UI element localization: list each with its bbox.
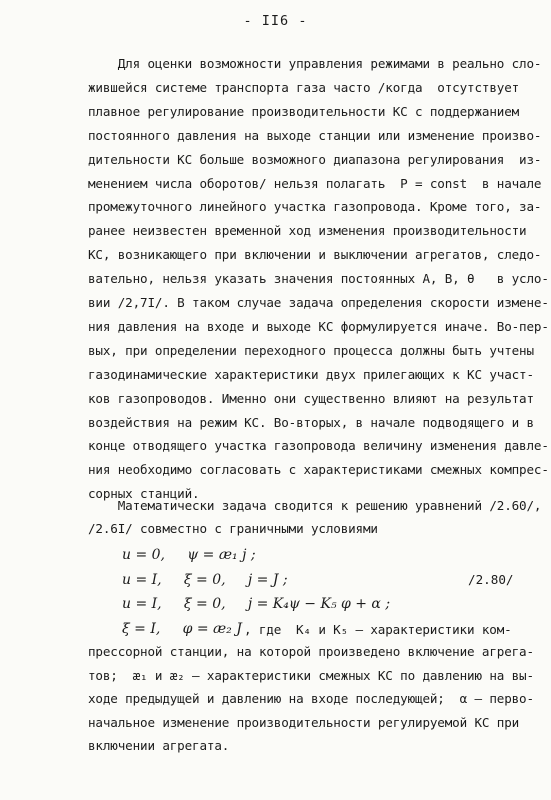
formula-4-tail: , где K₄ и K₅ – характеристики ком- <box>244 622 512 637</box>
text-line: прессорной станции, на которой произведено включение агрега- <box>88 644 534 659</box>
text-line: ков газопроводов. Именно они существенно влияют на результат <box>88 390 534 406</box>
text-line: воздействия на режим КС. Во-вторых, в начале подводящего и в <box>88 414 534 430</box>
text-line: ходе предыдущей и давлению на входе последующей; α – перво- <box>88 691 534 706</box>
text-line: вых, при определении переходного процесса должны быть учтены <box>88 342 534 358</box>
text-line: менением числа оборотов/ нельзя полагать P = const в начале <box>88 175 542 191</box>
page-number: - II6 - <box>243 13 308 29</box>
equation-number: /2.80/ <box>468 572 514 587</box>
text-line: конце отводящего участка газопровода величину изменения давле- <box>88 438 549 454</box>
text-line: начальное изменение производительности регулируемой КС при <box>88 714 520 730</box>
formula-line: ξ = I, φ = æ₂ J <box>122 620 242 637</box>
text-line: Математически задача сводится к решению уравнений /2.60/, <box>88 498 542 513</box>
text-line: вательно, нельзя указать значения постоянных А, В, θ в усло- <box>88 271 549 287</box>
text-line: дительности КС больше возможного диапазона регулирования из- <box>88 151 542 167</box>
text-line: вии /2,7I/. В таком случае задача определения скорости измене- <box>88 295 549 310</box>
text-line: сорных станций. <box>88 486 200 502</box>
text-line: тов; æ₁ и æ₂ – характеристики смежных КС по давлению на вы- <box>88 667 534 683</box>
text-line: плавное регулирование производительности КС с поддержанием <box>88 103 520 119</box>
text-line: ния давления на входе и выходе КС формулируется иначе. Во-пер- <box>88 318 549 334</box>
formula-line: u = I, ξ = 0, j = J ; <box>122 571 288 588</box>
text-line: ранее неизвестен временной ход изменения производительности <box>88 223 527 239</box>
text-line: постоянного давления на выходе станции или изменение произво- <box>88 127 542 143</box>
text-line: газодинамические характеристики двух прилегающих к КС участ- <box>88 366 534 382</box>
text-line: жившейся системе транспорта газа часто /когда отсутствует <box>88 79 520 95</box>
text-line: КС, возникающего при включении и выключении агрегатов, следо- <box>88 247 542 263</box>
text-line: включении агрегата. <box>88 738 230 753</box>
formula-line: u = I, ξ = 0, j = K₄ψ − K₅ φ + α ; <box>122 596 391 612</box>
text-line: /2.6I/ совместно с граничными условиями <box>88 521 378 536</box>
text-line: Для оценки возможности управления режимами в реально сло- <box>88 56 542 71</box>
formula-line: u = 0, ψ = æ₁ j ; <box>122 547 256 563</box>
text-line: ния необходимо согласовать с характеристиками смежных компрес- <box>88 462 549 478</box>
text-line: промежуточного линейного участка газопровода. Кроме того, за- <box>88 199 542 215</box>
